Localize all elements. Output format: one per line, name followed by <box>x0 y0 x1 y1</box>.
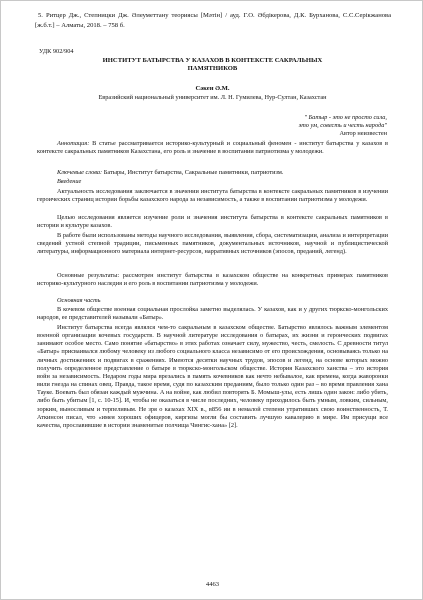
author-affiliation: Евразийский национальный университет им. Л. Н. Гумилева, Нур-Султан, Казахстан <box>98 94 327 101</box>
epigraph-line: " Батыр - это не просто сила, <box>304 114 387 121</box>
author-name: Сәкен Ә.М. <box>195 85 230 92</box>
body-paragraph: В работе были использованы методы научного исследования, выявления, сбора, систематизации, анализа и интерпретации сведений устной степной традиции, письменных памятников, документальных источников, научной и публицистической литературы, информационного материала интернет-ресурсов, нарративных источников (эпосов, преданий, легенд). <box>37 232 388 256</box>
body-paragraph: Институт батырства всегда являлся чем-то сакральным в казахском обществе. Батырство являлось важным элементом военной организации кочевых государств. В научной литературе исследования о батырах, их жизни и героических подвигах занимают особое место. Само понятие «батырство» в этих работах означает силу, мужество, честь, смелость. С древности титул «Батыр» присваивался любому человеку из любого социального класса независимо от его происхождения, основываясь только на личных достижениях и подвигах в сражениях. Имеются десятки научных трудов, эпосов и легенд, на основе которых можно получить определенное представление о батыре в тюркско-монгольском обществе. История Казахского ханства – это история войн за независимость. Недаром годы мира врезались в память кочевников как нечто небывалое, как времена, когда жаворонки вили гнезда на спинах овец. Правда, такое время, судя по казахским преданиям, было только один раз – во время правления хана Тауке. Воевать был обязан каждый мужчина. А на войне, как любил повторять Б. Момыш-улы, есть лишь один закон: либо убить, либо быть убитым [1, с. 10-15]. И, чтобы не оказаться в числе последних, человеку приходилось быть умным, ловким, сильным, зорким, выносливым и терпеливым. Не зря о казахах XIX в., в856 ии в немалой степени утративших свою воинственность, Т. Аткинсон писал, что «имея хороших офицеров, киргизы могли бы составить лучшую кавалерию в мире. Им присущи все качества, прославившие в истории знаменитые полчища Чингис-хана» [2]. <box>37 324 388 429</box>
article-title: ИНСТИТУТ БАТЫРСТВА У КАЗАХОВ В КОНТЕКСТЕ САКРАЛЬНЫХ ПАМЯТНИКОВ <box>102 57 323 73</box>
keywords-label: Ключевые слова: <box>57 169 103 176</box>
reference-entry: 5. Ритцер Дж., Степницки Дж. Әлеуметтану теориясы [Мәтін] / ауд. Г.О. Әбдікерова, Д.К. Бурханова, С.С.Серікжанова [ж.б.т.] – Алматы, 2018. – 758 б. <box>35 12 391 29</box>
annotation-label: Аннотация: <box>57 140 90 147</box>
epigraph-line: это ум, совесть и честь народа" <box>298 122 387 129</box>
udc-code: УДК 902/904 <box>39 48 74 55</box>
section-heading-introduction: Введение <box>57 178 82 185</box>
epigraph-attribution: Автор неизвестен <box>339 130 387 137</box>
annotation-text: В статье рассматривается историко-культурный и социальный феномен - институт батырства у казахов в контексте сакральных памятников Казахстана, его роль и значение в воспитании патриотизма у молодежи. <box>37 140 388 156</box>
section-heading-main: Основная часть <box>57 297 101 304</box>
annotation <box>37 140 388 156</box>
page-number: 4463 <box>205 581 220 588</box>
body-paragraph: Актуальность исследования заключается в значении института батырства в контексте сакральных памятников в изучении героических страниц истории борьбы казахского народа за независимость, а также в воспитании патриотизма у молодежи. <box>37 188 388 204</box>
body-paragraph: Основные результаты: рассмотрен институт батырства в казахском обществе на конкретных примерах памятников историко-культурного наследия и его роль в воспитании патриотизма у молодежи. <box>37 272 388 288</box>
body-paragraph: Целью исследования является изучение роли и значения института батырства в контексте сакральных памятников в истории и культуре казахов. <box>37 214 388 230</box>
body-paragraph: В кочевом обществе военная социальная прослойка заметно выделялась. У казахов, как и у других тюркско-монгольских народов, ее представителей называли «Батыр». <box>37 306 388 322</box>
keywords-text: Батыры, Институт батырства, Сакральные памятники, патриотизм. <box>102 169 284 176</box>
keywords <box>37 169 388 177</box>
